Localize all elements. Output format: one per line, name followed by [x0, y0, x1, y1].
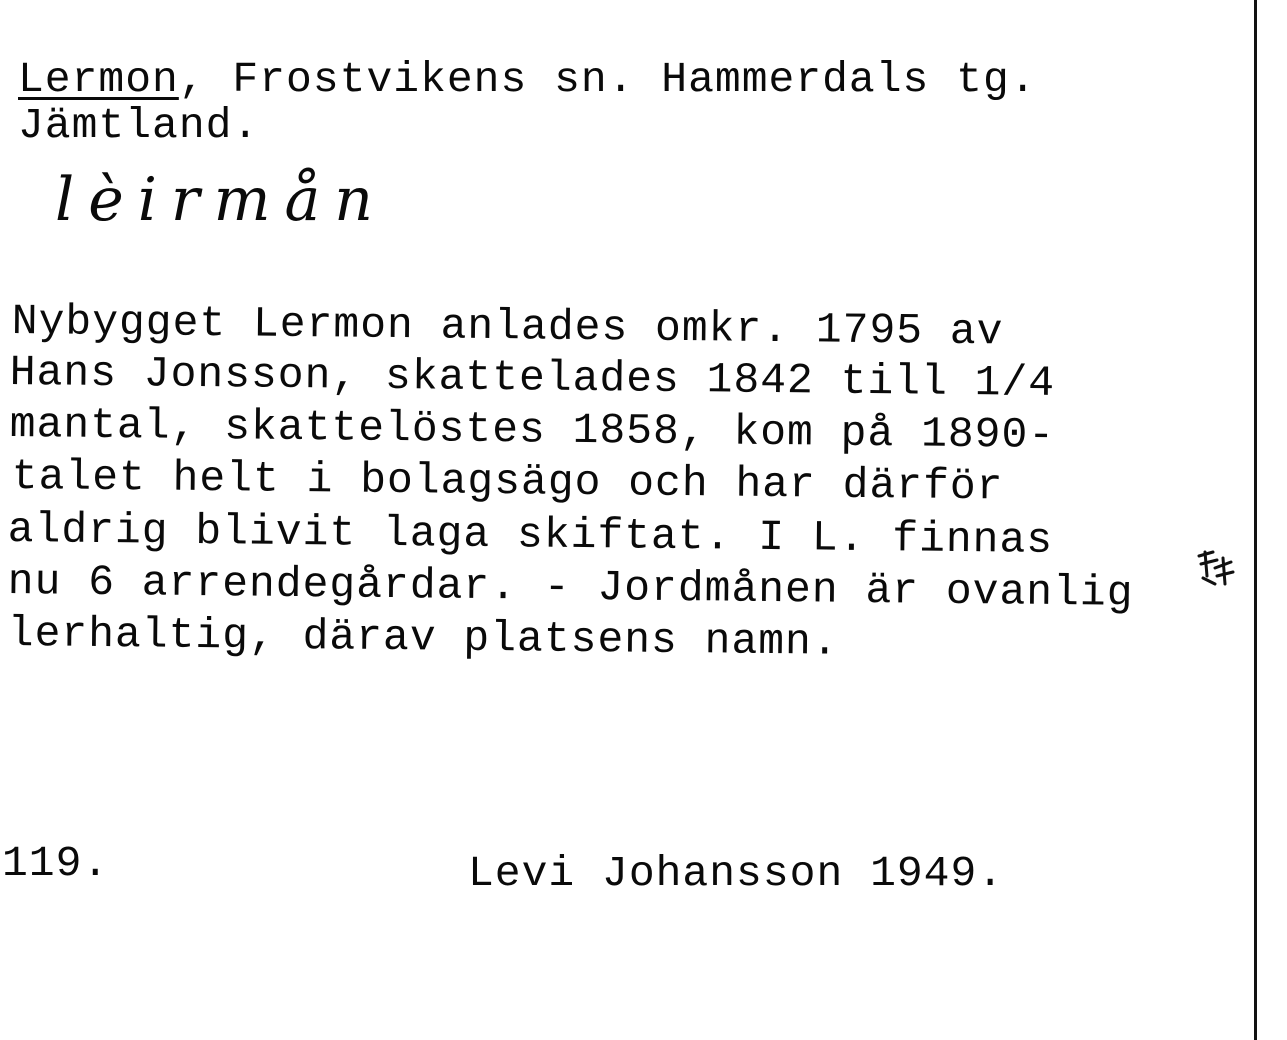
ink-scribble-mark — [1195, 548, 1237, 588]
body-line-1: Nybygget Lermon anlades omkr. 1795 av — [11, 297, 1004, 357]
card-number: 119. — [2, 839, 110, 888]
body-line-4: talet helt i bolagsägo och har därför — [11, 452, 1004, 512]
phonetic-transcription: lèirmån — [55, 165, 387, 235]
body-line-6: nu 6 arrendegårdar. - Jordmånen är ovanlig — [7, 557, 1134, 618]
header-location: , Frostvikens sn. Hammerdals tg. — [178, 55, 1037, 104]
body-line-3: mantal, skattelöstes 1858, kom på 1890- — [9, 400, 1056, 460]
body-line-7: lerhaltig, därav platsens namn. — [7, 609, 839, 667]
place-name: Lermon — [18, 55, 179, 104]
signature: Levi Johansson 1949. — [468, 849, 1005, 898]
body-line-5: aldrig blivit laga skiftat. I L. finnas — [7, 505, 1054, 565]
header-line-1 — [18, 55, 1037, 104]
card-edge-line — [1254, 0, 1257, 1040]
body-line-2: Hans Jonsson, skattelades 1842 till 1/4 — [9, 348, 1056, 408]
header-line-2: Jämtland. — [18, 101, 260, 150]
